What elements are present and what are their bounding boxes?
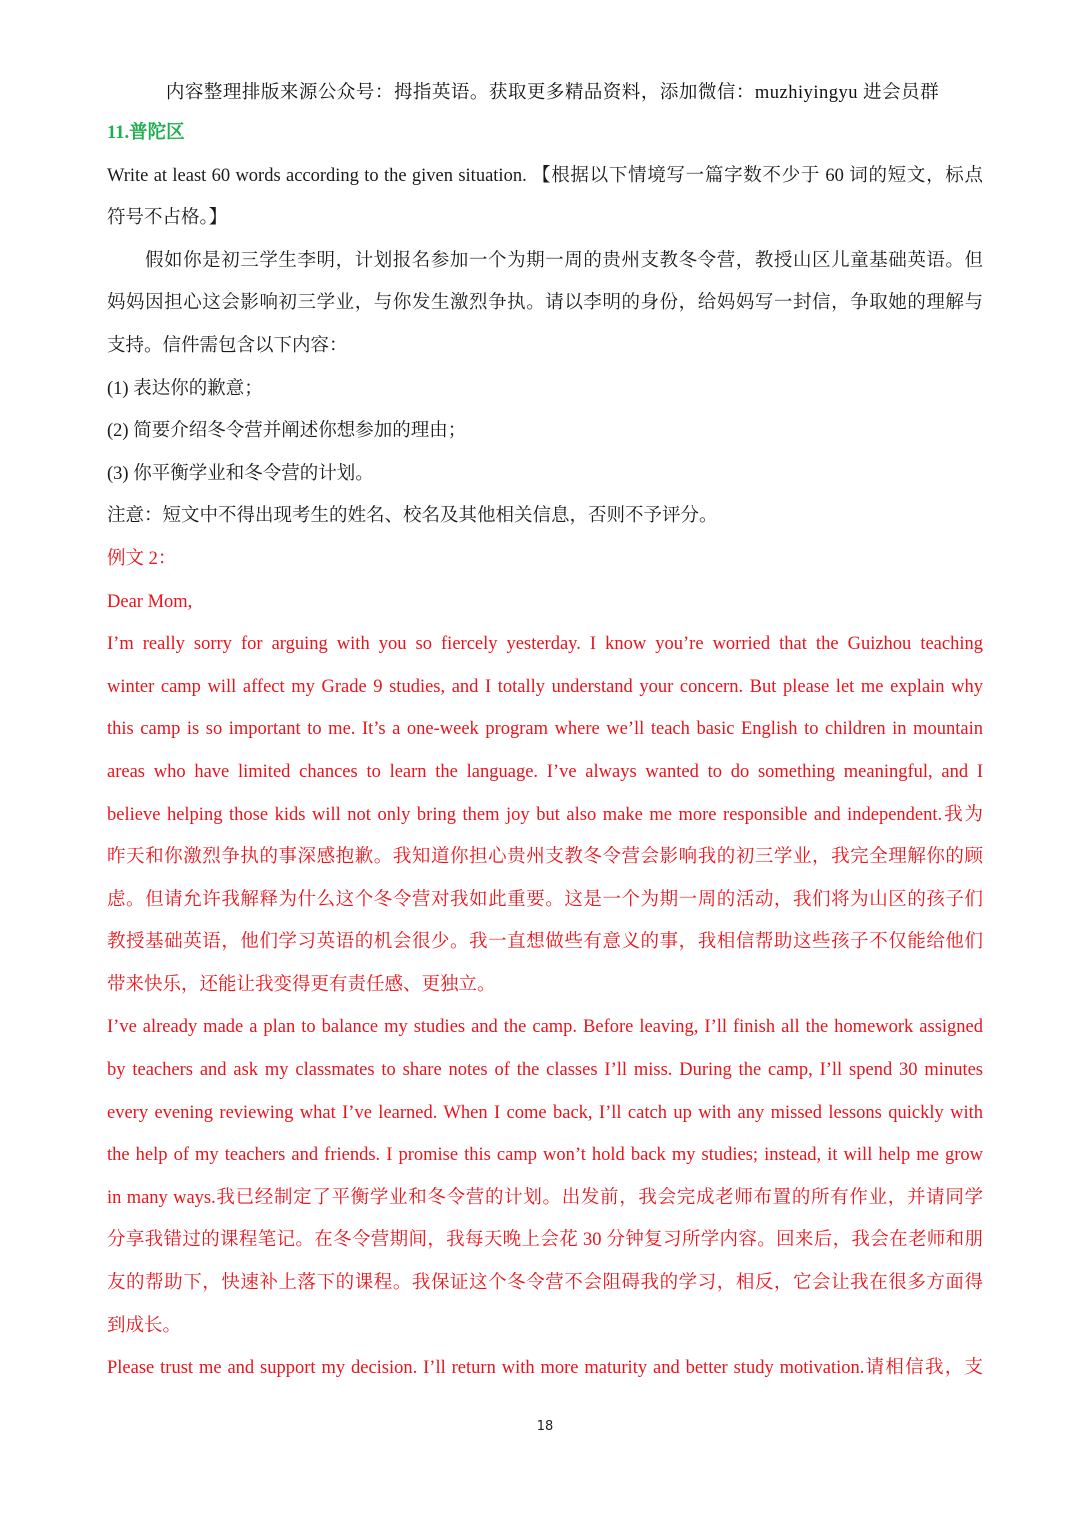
page-content (107, 112, 983, 1390)
letter-line: winter camp will affect my Grade 9 studies, and I totally understand your concern. But please let me explain why (107, 676, 983, 697)
requirement-item: (3) 你平衡学业和冬令营的计划。 (107, 463, 374, 484)
letter-line: Please trust me and support my decision. I’ll return with more maturity and better study motivation.请相信我，支 (107, 1358, 983, 1379)
instruction-line: 符号不占格。】 (107, 208, 228, 229)
letter-line: believe helping those kids will not only bring them joy but also make me more responsible and independent.我为 (107, 804, 983, 825)
section-title: 11.普陀区 (107, 123, 185, 143)
prompt-line: 假如你是初三学生李明，计划报名参加一个为期一周的贵州支教冬令营，教授山区儿童基础英语。但 (145, 250, 983, 271)
prompt-line: 妈妈因担心这会影响初三学业，与你发生激烈争执。请以李明的身份，给妈妈写一封信，争取她的理解与 (107, 293, 983, 314)
note: 注意：短文中不得出现考生的姓名、校名及其他相关信息，否则不予评分。 (107, 506, 718, 527)
letter-line: every evening reviewing what I’ve learned. When I come back, I’ll catch up with any missed lessons quickly with (107, 1102, 983, 1123)
sample-label: 例文 2： (107, 548, 177, 569)
prompt-line: 支持。信件需包含以下内容： (107, 335, 348, 356)
letter-line: 虑。但请允许我解释为什么这个冬令营对我如此重要。这是一个为期一周的活动，我们将为山区的孩子们 (107, 889, 983, 910)
letter-line: 到成长。 (107, 1315, 182, 1336)
page-header: 内容整理排版来源公众号：拇指英语。获取更多精品资料，添加微信：muzhiyingyu 进会员群 (165, 83, 940, 103)
letter-line: 昨天和你激烈争执的事深感抱歉。我知道你担心贵州支教冬令营会影响我的初三学业，我完全理解你的顾 (107, 847, 983, 868)
letter-line: the help of my teachers and friends. I promise this camp won’t hold back my studies; instead, it will help me grow (107, 1145, 983, 1166)
letter-line: in many ways.我已经制定了平衡学业和冬令营的计划。出发前，我会完成老师布置的所有作业，并请同学 (107, 1187, 983, 1208)
letter-line: by teachers and ask my classmates to share notes of the classes I’ll miss. During the camp, I’ll spend 30 minutes (107, 1060, 983, 1081)
letter-line: 友的帮助下，快速补上落下的课程。我保证这个冬令营不会阻碍我的学习，相反，它会让我在很多方面得 (107, 1273, 983, 1294)
letter-line: areas who have limited chances to learn the language. I’ve always wanted to do something meaningful, and I (107, 761, 983, 782)
requirement-item: (1) 表达你的歉意； (107, 378, 263, 399)
letter-line: 教授基础英语，他们学习英语的机会很少。我一直想做些有意义的事，我相信帮助这些孩子不仅能给他们 (107, 932, 983, 953)
letter-line: 带来快乐，还能让我变得更有责任感、更独立。 (107, 974, 496, 995)
page-number: 18 (536, 1419, 554, 1434)
letter-greeting: Dear Mom, (107, 591, 193, 612)
letter-line: this camp is so important to me. It’s a one-week program where we’ll teach basic English to children in mountain (107, 719, 983, 740)
letter-line: I’ve already made a plan to balance my studies and the camp. Before leaving, I’ll finish all the homework assigned (107, 1017, 983, 1038)
requirement-item: (2) 简要介绍冬令营并阐述你想参加的理由； (107, 421, 467, 442)
instruction-line: Write at least 60 words according to the given situation. 【根据以下情境写一篇字数不少于 60 词的短文，标点 (107, 165, 983, 186)
letter-line: 分享我错过的课程笔记。在冬令营期间，我每天晚上会花 30 分钟复习所学内容。回来后，我会在老师和朋 (107, 1230, 983, 1251)
letter-line: I’m really sorry for arguing with you so fiercely yesterday. I know you’re worried that the Guizhou teaching (107, 634, 983, 655)
